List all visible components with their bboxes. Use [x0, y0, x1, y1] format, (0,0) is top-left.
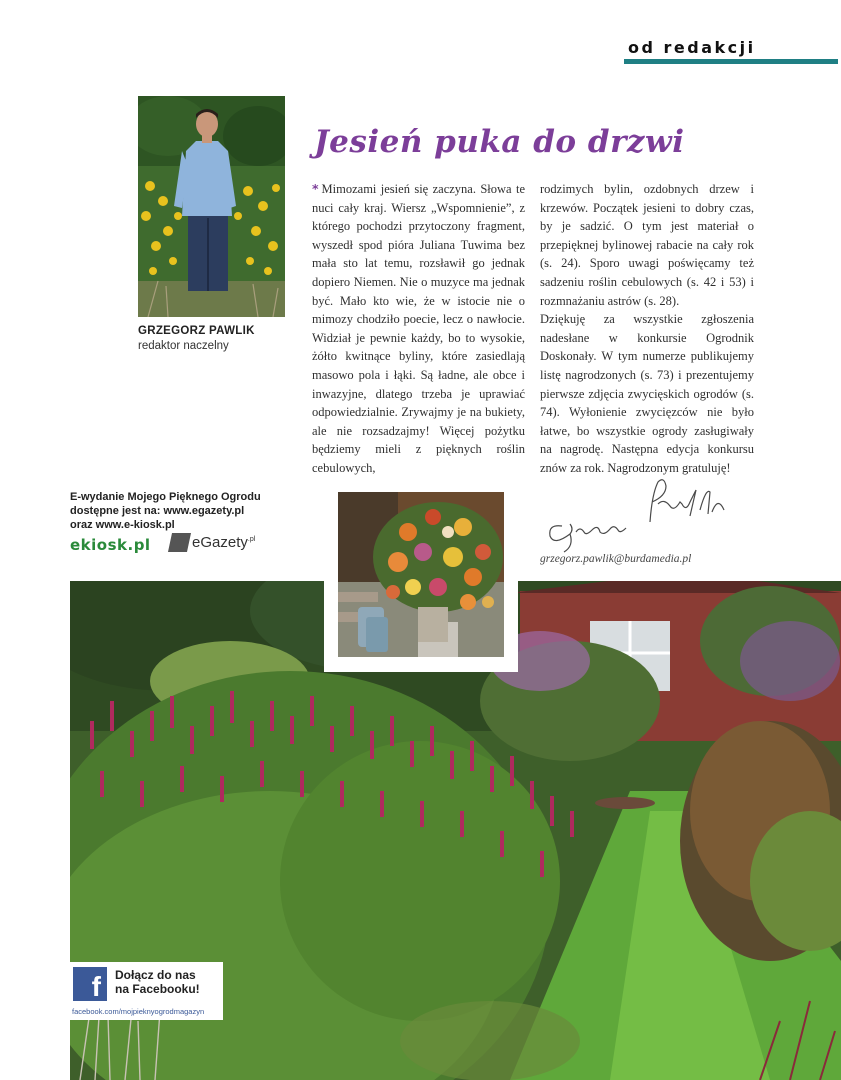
column-2-paragraph-2: Dziękuję za wszystkie zgłoszenia nadesłane w konkursie Ogrodnik Doskonały. W tym numerze publikujemy listę nagrodzonych (s. 73) i prezentujemy pierwsze zdjęcia zwycięskich ogrodów (s. 74). Wyłonienie zwycięzców nie było łatwe, bo wszystkie ogrody zasługiwały na nagrodę. Następna edycja konkursu znów za rok. Nagrodzonym gratuluję! [540, 312, 754, 475]
facebook-cta [115, 968, 200, 996]
egazety-icon [168, 533, 191, 552]
facebook-promo[interactable] [70, 962, 223, 1020]
e-edition-info [70, 490, 261, 532]
ekiosk-logo[interactable]: ekiosk.pl [70, 536, 151, 554]
egazety-logo[interactable] [170, 533, 255, 552]
e-edition-line-1: E-wydanie Mojego Pięknego Ogrodu [70, 491, 261, 503]
facebook-cta-line-1: Dołącz do nas [115, 968, 196, 982]
e-edition-line-3: oraz www.e-kiosk.pl [70, 519, 175, 531]
bouquet-photo-frame [324, 480, 518, 672]
e-edition-line-2: dostępne jest na: www.egazety.pl [70, 505, 245, 517]
facebook-icon: f [73, 967, 107, 1001]
egazety-logo-text: eGazety$^{.pl}$ [192, 534, 256, 551]
facebook-url[interactable]: facebook.com/mojpieknyogrodmagazyn [72, 1007, 205, 1016]
author-role: redaktor naczelny [138, 340, 229, 352]
article-title: Jesień puka do drzwi [314, 124, 685, 160]
column-2-paragraph-1: rodzimych bylin, ozdobnych drzew i krzewów. Początek jesieni to dobry czas, by je sadzić. O tym jest materiał o przepięknej bylinowej rabacie na cały rok (s. 24). Sporo uwagi poświęcamy też sadzeniu roślin cebulowych (s. 42 i 53) i rozmnażaniu astrów (s. 28). [540, 182, 754, 308]
article-column-1 [312, 180, 525, 478]
bouquet-photo [338, 492, 504, 657]
section-label: od redakcji [628, 38, 756, 57]
author-name: GRZEGORZ PAWLIK [138, 325, 255, 337]
editor-portrait-photo [138, 96, 285, 317]
column-1-text: Mimozami jesień się zaczyna. Słowa te nuci cały kraj. Wiersz „Wspomnienie”, z którego pochodzi przytoczony fragment, wyszedł spod pióra Juliana Tuwima bez mała sto lat temu, rozsławił go jednak dopiero Niemen. Nie o muzyce ma jednak być. Mało kto wie, że w istocie nie o mimozy chodziło poecie, lecz o nawłocie. Widział je pewnie każdy, bo to wysokie, żółto kwitnące byliny, które zasiedlają masowo pola i łąki. Są ładne, ale obce i inwazyjne, dlatego trzeba je uprawiać odpowiedzialnie. Zrywajmy je na bukiety, ale nie rozsadzajmy! Więcej pożytku będziemy mieli z pięknych roślin cebulowych, [312, 182, 525, 475]
section-rule [624, 59, 838, 64]
facebook-cta-line-2: na Facebooku! [115, 982, 200, 996]
asterisk-marker: * [312, 181, 319, 196]
signature [540, 474, 740, 554]
editor-email[interactable]: grzegorz.pawlik@burdamedia.pl [540, 553, 692, 565]
article-column-2 [540, 180, 754, 478]
